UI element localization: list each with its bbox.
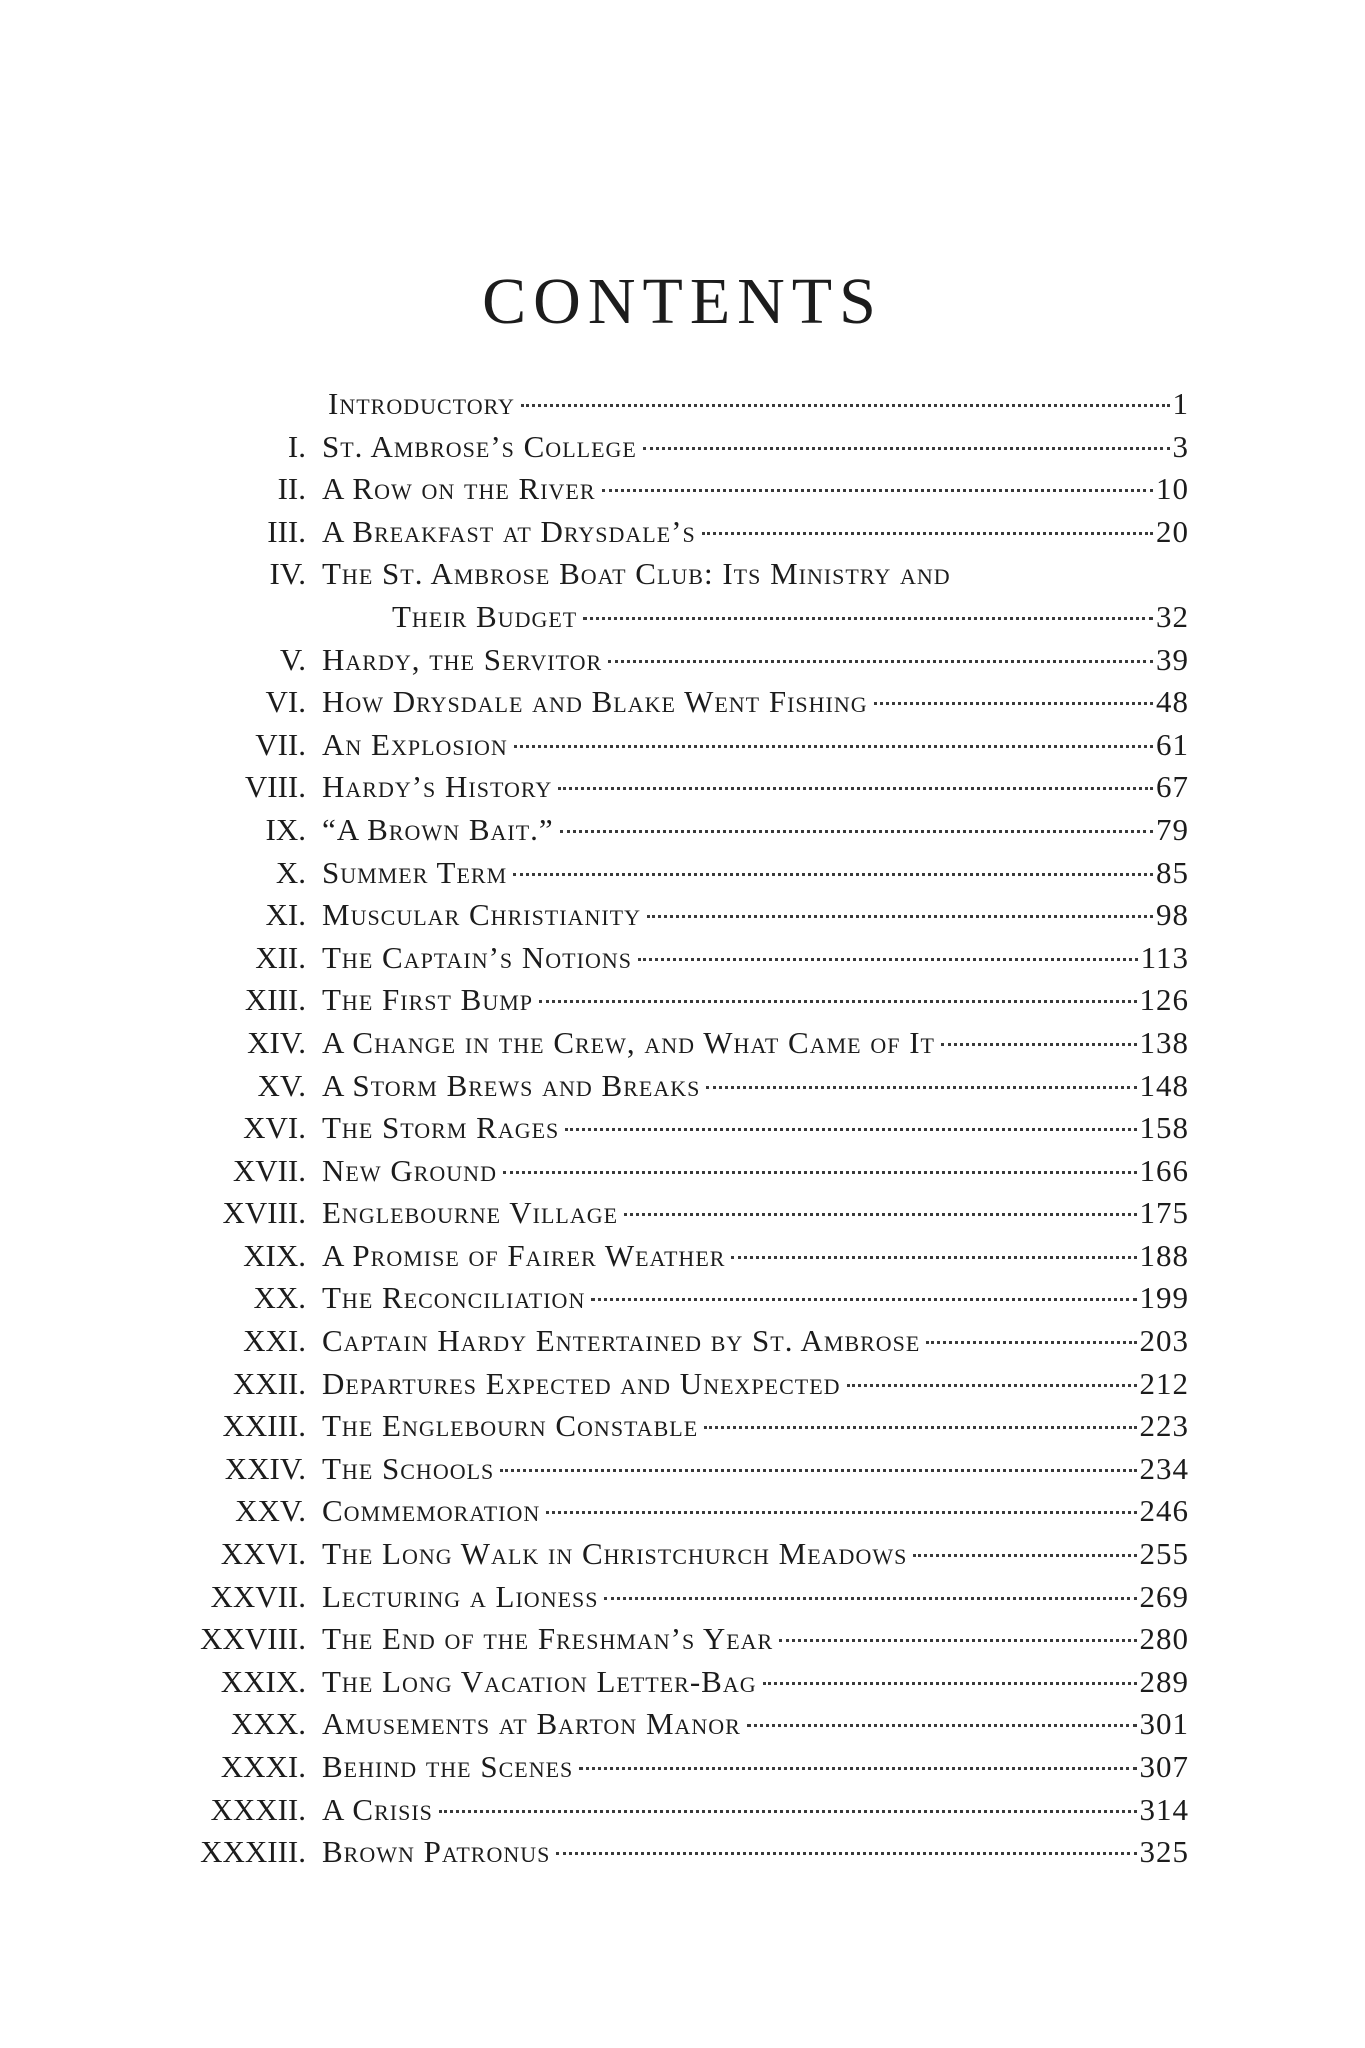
chapter-number: XV. <box>257 1067 306 1103</box>
toc-entry <box>0 553 1365 596</box>
toc-entry <box>0 1618 1365 1661</box>
page-number: 113 <box>1140 939 1189 975</box>
toc-line <box>328 383 1189 426</box>
dot-leader <box>500 1466 1136 1472</box>
dot-leader <box>513 870 1153 876</box>
page-title: CONTENTS <box>482 265 883 338</box>
dot-leader <box>704 1423 1136 1429</box>
toc-entry <box>0 468 1365 511</box>
chapter-number: XVIII. <box>222 1195 306 1231</box>
dot-leader <box>591 1295 1136 1301</box>
chapter-number: XXXII. <box>210 1791 306 1827</box>
chapter-title: Captain Hardy Entertained by St. Ambrose <box>322 1323 921 1359</box>
page-number: 234 <box>1139 1450 1189 1486</box>
dot-leader <box>874 699 1153 705</box>
page-number: 67 <box>1156 769 1189 805</box>
chapter-number: XXIV. <box>224 1450 306 1486</box>
chapter-title: Behind the Scenes <box>322 1749 574 1784</box>
dot-leader <box>638 955 1138 961</box>
chapter-title: Englebourne Village <box>322 1195 619 1231</box>
toc-line <box>322 1533 1189 1576</box>
toc-entry <box>0 766 1365 809</box>
chapter-number: XI. <box>265 897 306 933</box>
dot-leader <box>913 1551 1136 1557</box>
chapter-title: The Storm Rages <box>322 1110 560 1146</box>
toc-entry <box>0 1277 1365 1320</box>
chapter-title: Lecturing a Lioness <box>322 1578 599 1614</box>
toc-line <box>322 1576 1189 1619</box>
chapter-title: Muscular Christianity <box>322 897 641 933</box>
toc-line <box>322 1490 1189 1533</box>
dot-leader <box>779 1636 1136 1642</box>
toc-line <box>392 596 1189 639</box>
chapter-number: III. <box>267 513 306 549</box>
dot-leader <box>514 742 1153 748</box>
toc-entry <box>0 1235 1365 1278</box>
toc-line <box>322 1192 1189 1235</box>
page-number: 61 <box>1156 726 1189 762</box>
toc-line <box>322 511 1189 554</box>
chapter-title: A Promise of Fairer Weather <box>322 1237 726 1273</box>
dot-leader <box>503 1168 1137 1174</box>
toc-entry <box>0 1490 1365 1533</box>
chapter-title: St. Ambrose’s College <box>322 428 637 464</box>
toc-entry <box>0 1363 1365 1406</box>
toc-entry <box>0 979 1365 1022</box>
dot-leader <box>847 1381 1137 1387</box>
dot-leader <box>539 997 1136 1003</box>
toc-entry <box>0 681 1365 724</box>
chapter-title: New Ground <box>322 1152 497 1188</box>
toc-entry <box>0 1576 1365 1619</box>
chapter-number: XXIII. <box>222 1408 306 1444</box>
dot-leader <box>647 912 1153 918</box>
toc-line <box>322 1661 1189 1704</box>
toc-entry <box>0 596 1365 639</box>
page-number: 175 <box>1139 1195 1189 1231</box>
chapter-title: A Change in the Crew, and What Came of It <box>322 1024 935 1060</box>
dot-leader <box>439 1807 1137 1813</box>
chapter-number: XXIX. <box>220 1663 306 1699</box>
chapter-number: XIV. <box>247 1024 306 1060</box>
dot-leader <box>926 1338 1136 1344</box>
chapter-title: Commemoration <box>322 1493 541 1529</box>
toc-line <box>322 1831 1189 1874</box>
chapter-number: XXXIII. <box>200 1834 306 1870</box>
page-number: 325 <box>1139 1834 1189 1870</box>
dot-leader <box>624 1210 1136 1216</box>
page-number: 246 <box>1139 1493 1189 1529</box>
toc-entry <box>0 724 1365 767</box>
chapter-title: The End of the Freshman’s Year <box>322 1621 774 1657</box>
chapter-number: XXX. <box>231 1706 306 1742</box>
chapter-title: A Storm Brews and Breaks <box>322 1067 701 1103</box>
chapter-title: The Englebourn Constable <box>322 1408 699 1444</box>
toc-line <box>322 639 1189 682</box>
chapter-number: XXVI. <box>220 1536 306 1572</box>
page-number: 199 <box>1139 1280 1189 1316</box>
toc-line <box>322 1277 1189 1320</box>
dot-leader <box>565 1125 1136 1131</box>
dot-leader <box>521 401 1170 407</box>
toc-entry <box>0 1533 1365 1576</box>
page-number: 79 <box>1156 811 1189 847</box>
chapter-title: A Row on the River <box>322 471 596 507</box>
dot-leader <box>706 1083 1136 1089</box>
page-number: 85 <box>1156 854 1189 890</box>
page-number: 269 <box>1139 1578 1189 1614</box>
dot-leader <box>763 1679 1137 1685</box>
chapter-title: Amusements at Barton Manor <box>322 1706 741 1742</box>
dot-leader <box>602 486 1153 492</box>
page-number: 223 <box>1139 1408 1189 1444</box>
page-number: 307 <box>1139 1749 1189 1784</box>
toc-line <box>322 681 1189 724</box>
page-number: 126 <box>1139 982 1189 1018</box>
chapter-title: The First Bump <box>322 982 534 1018</box>
toc-entry <box>0 809 1365 852</box>
chapter-number: VI. <box>265 684 306 720</box>
page-number: 148 <box>1139 1067 1189 1103</box>
page-number: 203 <box>1139 1323 1189 1359</box>
toc-line <box>322 1746 1189 1789</box>
page-number: 39 <box>1156 641 1189 677</box>
page-number: 138 <box>1139 1024 1189 1060</box>
chapter-number: XVI. <box>243 1110 306 1146</box>
dot-leader <box>546 1508 1136 1514</box>
toc-line <box>322 468 1189 511</box>
page-number: 166 <box>1139 1152 1189 1188</box>
toc-line <box>322 1703 1189 1746</box>
chapter-number: XXVIII. <box>200 1621 306 1657</box>
toc-line <box>322 426 1189 469</box>
chapter-title: Introductory <box>328 386 515 421</box>
toc-line <box>322 1789 1189 1832</box>
chapter-number: XXXI. <box>220 1749 306 1784</box>
toc-entry <box>0 1107 1365 1150</box>
page-number: 301 <box>1139 1706 1189 1742</box>
toc-entry <box>0 511 1365 554</box>
toc-line <box>322 1363 1189 1406</box>
toc-entry <box>0 852 1365 895</box>
chapter-title: How Drysdale and Blake Went Fishing <box>322 684 868 720</box>
dot-leader <box>556 1849 1136 1855</box>
chapter-title: The Long Walk in Christchurch Meadows <box>322 1536 908 1572</box>
chapter-title: A Breakfast at Drysdale’s <box>322 513 696 549</box>
page-number: 289 <box>1139 1663 1189 1699</box>
toc-line <box>322 724 1189 767</box>
chapter-number: I. <box>287 428 306 464</box>
toc-line <box>322 766 1189 809</box>
toc-entry <box>0 1746 1365 1789</box>
chapter-title: The Long Vacation Letter-Bag <box>322 1663 757 1699</box>
chapter-number: XXI. <box>243 1323 306 1359</box>
dot-leader <box>558 784 1153 790</box>
page-number: 98 <box>1156 897 1189 933</box>
toc-entry <box>0 1065 1365 1108</box>
chapter-title: Hardy’s History <box>322 769 553 805</box>
chapter-number: XXII. <box>232 1365 306 1401</box>
toc-entry <box>0 1831 1365 1874</box>
toc-entry <box>0 383 1365 426</box>
chapter-title: Summer Term <box>322 854 508 890</box>
dot-leader <box>560 827 1153 833</box>
dot-leader <box>579 1764 1136 1770</box>
toc-line <box>322 937 1189 980</box>
toc-entry <box>0 1448 1365 1491</box>
chapter-number: X. <box>275 854 306 890</box>
toc-entry <box>0 937 1365 980</box>
chapter-number: VIII. <box>244 769 306 805</box>
toc-line <box>322 809 1189 852</box>
chapter-title: An Explosion <box>322 726 508 762</box>
dot-leader <box>941 1040 1137 1046</box>
toc-line <box>322 852 1189 895</box>
toc-line <box>322 1150 1189 1193</box>
toc-line <box>322 1405 1189 1448</box>
page-number: 1 <box>1172 386 1189 421</box>
toc-entry <box>0 1022 1365 1065</box>
toc-line <box>322 1065 1189 1108</box>
chapter-number: XXVII. <box>210 1578 306 1614</box>
chapter-number: XXV. <box>235 1493 306 1529</box>
chapter-title: The Schools <box>322 1450 495 1486</box>
page-number: 10 <box>1156 471 1189 507</box>
dot-leader <box>608 657 1153 663</box>
dot-leader <box>731 1253 1136 1259</box>
toc-entry <box>0 1661 1365 1704</box>
chapter-number: V. <box>279 641 306 677</box>
chapter-number: XIII. <box>244 982 306 1018</box>
page-number: 255 <box>1139 1536 1189 1572</box>
chapter-number: IV. <box>269 556 306 592</box>
toc-entry <box>0 639 1365 682</box>
toc-entry <box>0 426 1365 469</box>
toc-line <box>322 1022 1189 1065</box>
dot-leader <box>604 1594 1136 1600</box>
chapter-title: Brown Patronus <box>322 1834 551 1870</box>
toc-line <box>322 553 1189 596</box>
toc-line <box>322 894 1189 937</box>
page-number: 3 <box>1172 428 1189 464</box>
page-number: 48 <box>1156 684 1189 720</box>
dot-leader <box>643 444 1170 450</box>
toc-line <box>322 1235 1189 1278</box>
chapter-title: A Crisis <box>322 1791 433 1827</box>
chapter-title: The Reconciliation <box>322 1280 586 1316</box>
dot-leader <box>747 1721 1137 1727</box>
chapter-number: VII. <box>255 726 306 762</box>
toc-line <box>322 1618 1189 1661</box>
page-number: 212 <box>1139 1365 1189 1401</box>
toc-line <box>322 979 1189 1022</box>
chapter-title: Departures Expected and Unexpected <box>322 1365 841 1401</box>
toc-line <box>322 1107 1189 1150</box>
chapter-title: The St. Ambrose Boat Club: Its Ministry and <box>322 556 951 592</box>
toc-entry <box>0 1320 1365 1363</box>
toc-entry <box>0 1192 1365 1235</box>
dot-leader <box>702 529 1153 535</box>
toc-entry <box>0 1405 1365 1448</box>
chapter-number: IX. <box>265 811 306 847</box>
chapter-number: II. <box>277 471 306 507</box>
chapter-number: XIX. <box>243 1237 306 1273</box>
toc-entry <box>0 1789 1365 1832</box>
page-number: 314 <box>1139 1791 1189 1827</box>
page-number: 158 <box>1139 1110 1189 1146</box>
page-number: 20 <box>1156 513 1189 549</box>
chapter-title: The Captain’s Notions <box>322 939 632 975</box>
chapter-title: Their Budget <box>392 598 578 634</box>
page-number: 188 <box>1139 1237 1189 1273</box>
toc-entry <box>0 1703 1365 1746</box>
chapter-title: “A Brown Bait.” <box>322 811 554 847</box>
toc-entry <box>0 1150 1365 1193</box>
chapter-title: Hardy, the Servitor <box>322 641 603 677</box>
toc-entry <box>0 894 1365 937</box>
page-number: 32 <box>1156 598 1189 634</box>
table-of-contents <box>0 383 1365 1874</box>
chapter-number: XX. <box>253 1280 306 1316</box>
dot-leader <box>583 614 1153 620</box>
toc-line <box>322 1448 1189 1491</box>
page-number: 280 <box>1139 1621 1189 1657</box>
toc-line <box>322 1320 1189 1363</box>
chapter-number: XVII. <box>232 1152 306 1188</box>
chapter-number: XII. <box>255 939 306 975</box>
